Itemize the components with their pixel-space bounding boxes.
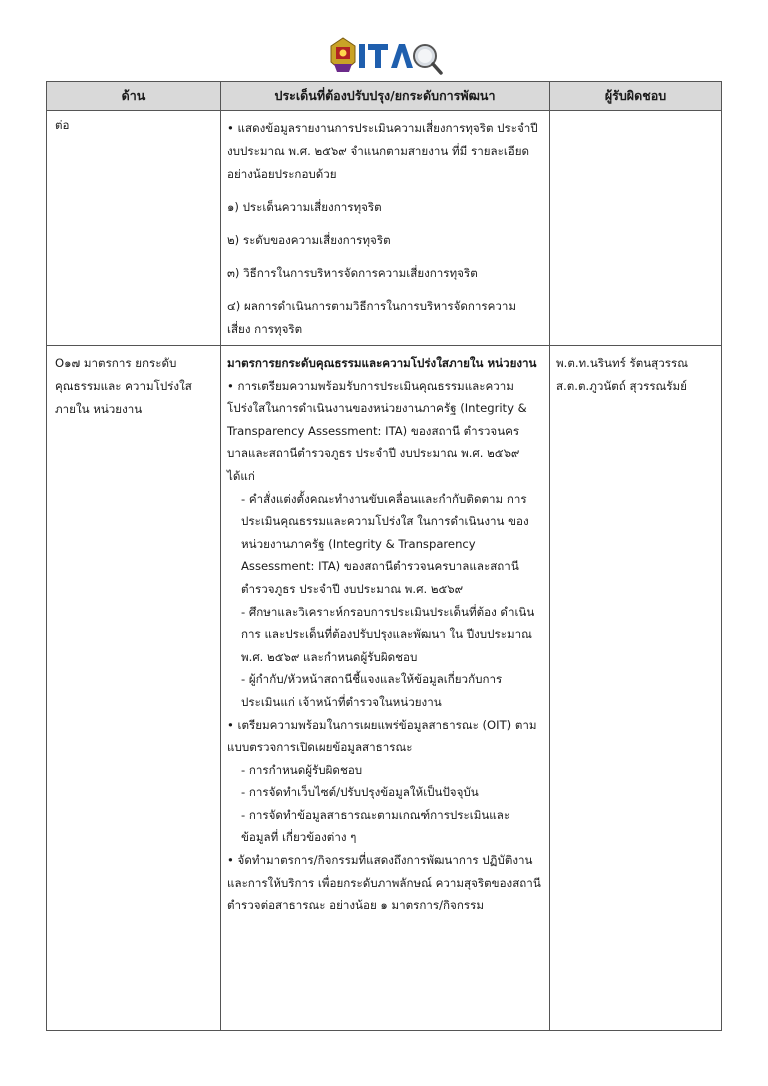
issue-line: - การจัดทำเว็บไซต์/ปรับปรุงข้อมูลให้เป็นปัจจุบัน bbox=[241, 785, 479, 800]
header-responsible: ผู้รับผิดชอบ bbox=[550, 82, 722, 111]
issue-line: - การกำหนดผู้รับผิดชอบ bbox=[241, 762, 363, 777]
issue-line: - คำสั่งแต่งตั้งคณะทำงานขับเคลื่อนและกำกับติดตาม การ ประเมินคุณธรรมและความโปร่งใส ในการดำเนินงาน ของหน่วยงานภาครัฐ (Integrity & Transparency Assessment: ITA) ของสถานีตำรวจนครบาลและสถานี ตำรวจภูธร ประจำปี งบประมาณ พ.ศ. ๒๕๖๙ bbox=[241, 491, 529, 596]
issue-line: • การเตรียมความพร้อมรับการประเมินคุณธรรมและความ โปร่งใสในการดำเนินงานของหน่วยงานภาครัฐ (Integrity & Transparency Assessment: ITA) ของสถานี ตำรวจนคร บาลและสถานีตำรวจภูธร ประจำปี งบประมาณ พ.ศ. ๒๕๖๙ ได้แก่ bbox=[227, 378, 527, 483]
issue-item: ๑) ประเด็นความเสี่ยงการทุจริต bbox=[227, 200, 382, 214]
issues-cell bbox=[221, 111, 550, 346]
table-header-row bbox=[47, 82, 722, 111]
issue-item: ๔) ผลการดำเนินการตามวิธีการในการบริหารจัดการความ เสี่ยง การทุจริต bbox=[227, 299, 517, 336]
development-table bbox=[46, 81, 722, 1031]
aspect-text: ต่อ bbox=[55, 118, 70, 132]
issue-line: - ศึกษาและวิเคราะห์กรอบการประเมินประเด็นที่ต้อง ดำเนินการ และประเด็นที่ต้องปรับปรุงและพัฒนา ใน ปีงบประมาณ พ.ศ. ๒๕๖๙ และกำหนดผู้รับผิดชอบ bbox=[241, 604, 535, 664]
issue-line: - การจัดทำข้อมูลสาธารณะตามเกณฑ์การประเมินและ ข้อมูลที่ เกี่ยวข้องต่าง ๆ bbox=[241, 807, 511, 845]
responsible-cell bbox=[550, 111, 722, 346]
responsible-cell bbox=[550, 346, 722, 1031]
header-aspect: ด้าน bbox=[47, 82, 221, 111]
responsible-person: พ.ต.ท.นรินทร์ รัตนสุวรรณ bbox=[556, 356, 688, 370]
magnifier-icon bbox=[414, 45, 441, 73]
issue-item: ๒) ระดับของความเสี่ยงการทุจริต bbox=[227, 233, 391, 247]
issue-item: ๓) วิธีการในการบริหารจัดการความเสี่ยงการทุจริต bbox=[227, 266, 478, 280]
crest-icon bbox=[331, 38, 355, 72]
responsible-person: ส.ต.ต.ภูวนัตถ์ สุวรรณรัมย์ bbox=[556, 379, 687, 393]
measure-heading: มาตรการยกระดับคุณธรรมและความโปร่งใสภายใน หน่วยงาน bbox=[227, 356, 537, 370]
issue-line: • จัดทำมาตรการ/กิจกรรมที่แสดงถึงการพัฒนาการ ปฏิบัติงาน และการให้บริการ เพื่อยกระดับภาพลักษณ์ ความสุจริตของสถานีตำรวจต่อสาธารณะ อย่างน้อย ๑ มาตรการ/กิจกรรม bbox=[227, 853, 541, 913]
aspect-text: O๑๗ มาตรการ ยกระดับ คุณธรรมและ ความโปร่งใส ภายใน หน่วยงาน bbox=[55, 356, 192, 416]
issues-cell bbox=[221, 346, 550, 1031]
issue-line: • เตรียมความพร้อมในการเผยแพร่ข้อมูลสาธารณะ (OIT) ตาม แบบตรวจการเปิดเผยข้อมูลสาธารณะ bbox=[227, 717, 537, 755]
issue-line: - ผู้กำกับ/หัวหน้าสถานีชี้แจงและให้ข้อมูลเกี่ยวกับการ ประเมินแก่ เจ้าหน้าที่ตำรวจในหน่วยงาน bbox=[241, 672, 503, 709]
issue-intro: • แสดงข้อมูลรายงานการประเมินความเสี่ยงการทุจริต ประจำปี งบประมาณ พ.ศ. ๒๕๖๙ จำแนกตามสายงาน ที่มี รายละเอียดอย่างน้อยประกอบด้วย bbox=[227, 121, 538, 181]
header-issues: ประเด็นที่ต้องปรับปรุง/ยกระดับการพัฒนา bbox=[221, 82, 550, 111]
table-row bbox=[47, 346, 722, 1031]
aspect-cell bbox=[47, 111, 221, 346]
ita-wordmark bbox=[359, 44, 413, 68]
ita-logo bbox=[325, 32, 445, 78]
aspect-cell bbox=[47, 346, 221, 1031]
table-row bbox=[47, 111, 722, 346]
